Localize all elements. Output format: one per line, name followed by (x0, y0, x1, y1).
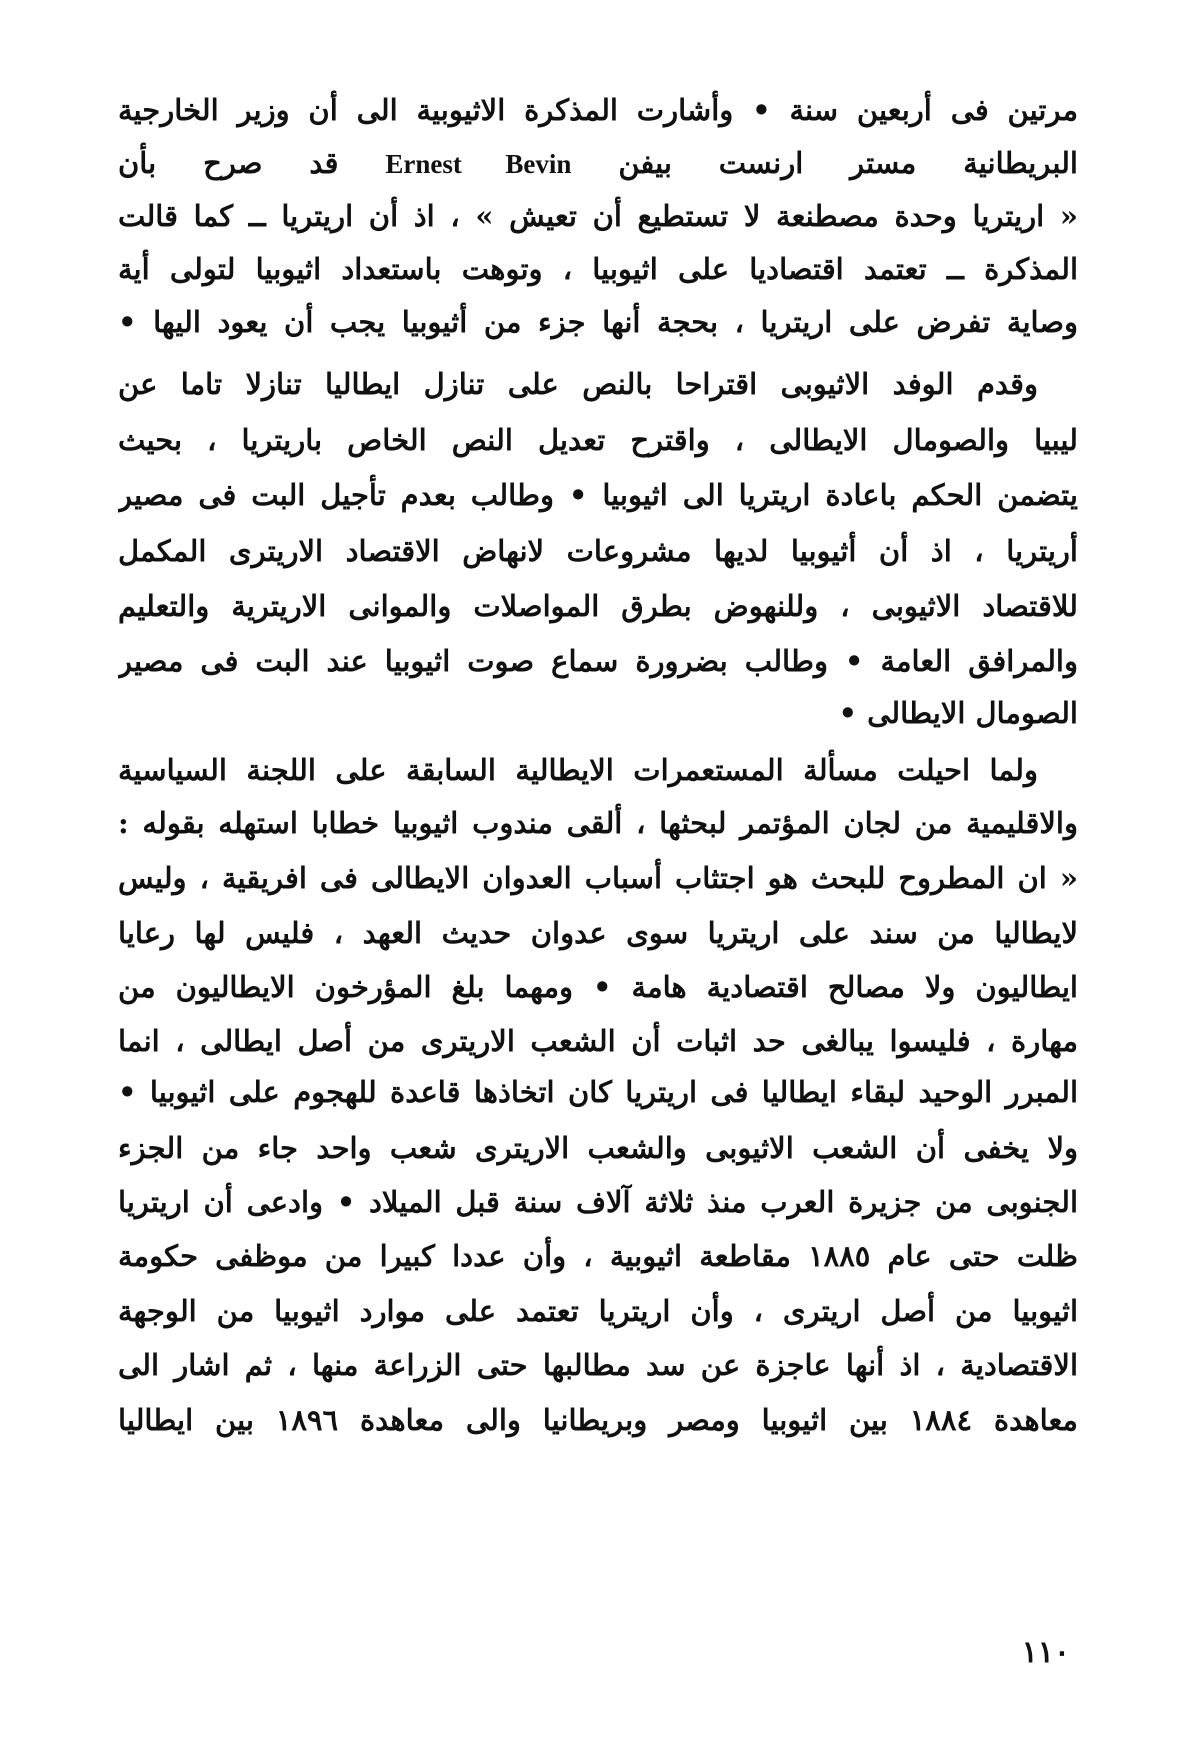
quote-line: مهارة ، فليسوا يبالغى حد اثبات أن الشعب الاريترى من أصل ايطالى ، انما (118, 1024, 1078, 1058)
quote-line: المبرر الوحيد لبقاء ايطاليا فى اريتريا كان اتخاذها قاعدة للهجوم على اثيوبيا • (118, 1075, 1078, 1109)
text-line: « اريتريا وحدة مصطنعة لا تستطيع أن تعيش » ، اذ أن اريتريا ــ كما قالت (118, 199, 1078, 233)
text-line: للاقتصاد الاثيوبى ، وللنهوض بطرق المواصلات والموانى الاريترية والتعليم (118, 589, 1078, 623)
quote-line: اثيوبيا من أصل اريترى ، وأن اريتريا تعتمد على موارد اثيوبيا من الوجهة (118, 1294, 1078, 1328)
paragraph-start-line: ولما احيلت مسألة المستعمرات الايطالية السابقة على اللجنة السياسية (118, 753, 1038, 787)
text-line: ليبيا والصومال الايطالى ، واقترح تعديل النص الخاص باريتريا ، بحيث (118, 423, 1078, 457)
text-line: يتضمن الحكم باعادة اريتريا الى اثيوبيا • وطالب بعدم تأجيل البت فى مصير (118, 478, 1078, 512)
quote-line: ولا يخفى أن الشعب الاثيوبى والشعب الاريترى شعب واحد جاء من الجزء (118, 1131, 1078, 1165)
quote-line: معاهدة ١٨٨٤ بين اثيوبيا ومصر وبريطانيا والى معاهدة ١٨٩٦ بين ايطاليا (118, 1403, 1078, 1437)
paragraph-start-line: وقدم الوفد الاثيوبى اقتراحا بالنص على تنازل ايطاليا تنازلا تاما عن (118, 367, 1038, 401)
quote-line: الاقتصادية ، اذ أنها عاجزة عن سد مطالبها حتى الزراعة منها ، ثم اشار الى (118, 1348, 1078, 1382)
quote-line: الجنوبى من جزيرة العرب منذ ثلاثة آلاف سنة قبل الميلاد • وادعى أن اريتريا (118, 1185, 1078, 1219)
text-line: أريتريا ، اذ أن أثيوبيا لديها مشروعات لانهاض الاقتصاد الاريترى المكمل (118, 534, 1078, 568)
text-line: مرتين فى أربعين سنة • وأشارت المذكرة الاثيوبية الى أن وزير الخارجية (118, 93, 1078, 127)
text-line: والمرافق العامة • وطالب بضرورة سماع صوت اثيوبيا عند البت فى مصير (118, 644, 1078, 678)
quote-line: ظلت حتى عام ١٨٨٥ مقاطعة اثيوبية ، وأن عددا كبيرا من موظفى حكومة (118, 1239, 1078, 1273)
text-line-with-latin-name (118, 140, 1078, 186)
text-line: المذكرة ــ تعتمد اقتصاديا على اثيوبيا ، وتوهت باستعداد اثيوبيا لتولى أية (118, 252, 1078, 286)
quote-line: لايطاليا من سند على اريتريا سوى عدوان حديث العهد ، فليس لها رعايا (118, 916, 1078, 950)
quote-line: ايطاليون ولا مصالح اقتصادية هامة • ومهما بلغ المؤرخون الايطاليون من (118, 970, 1078, 1004)
page-number: ١١٠ (1021, 1635, 1070, 1670)
paragraph-end-line: الصومال الايطالى • (838, 696, 1078, 730)
text-segment: البريطانية مستر ارنست بيفن (618, 146, 1078, 180)
text-line: والاقليمية من لجان المؤتمر لبحثها ، ألقى مندوب اثيوبيا خطابا استهله بقوله : (118, 806, 1078, 840)
quote-line: « ان المطروح للبحث هو اجتثاب أسباب العدوان الايطالى فى افريقية ، وليس (118, 861, 1078, 895)
text-segment: قد صرح بأن (118, 146, 339, 180)
text-line: وصاية تفرض على اريتريا ، بحجة أنها جزء من أثيوبيا يجب أن يعود اليها • (118, 305, 1078, 339)
latin-name: Ernest Bevin (385, 149, 572, 179)
